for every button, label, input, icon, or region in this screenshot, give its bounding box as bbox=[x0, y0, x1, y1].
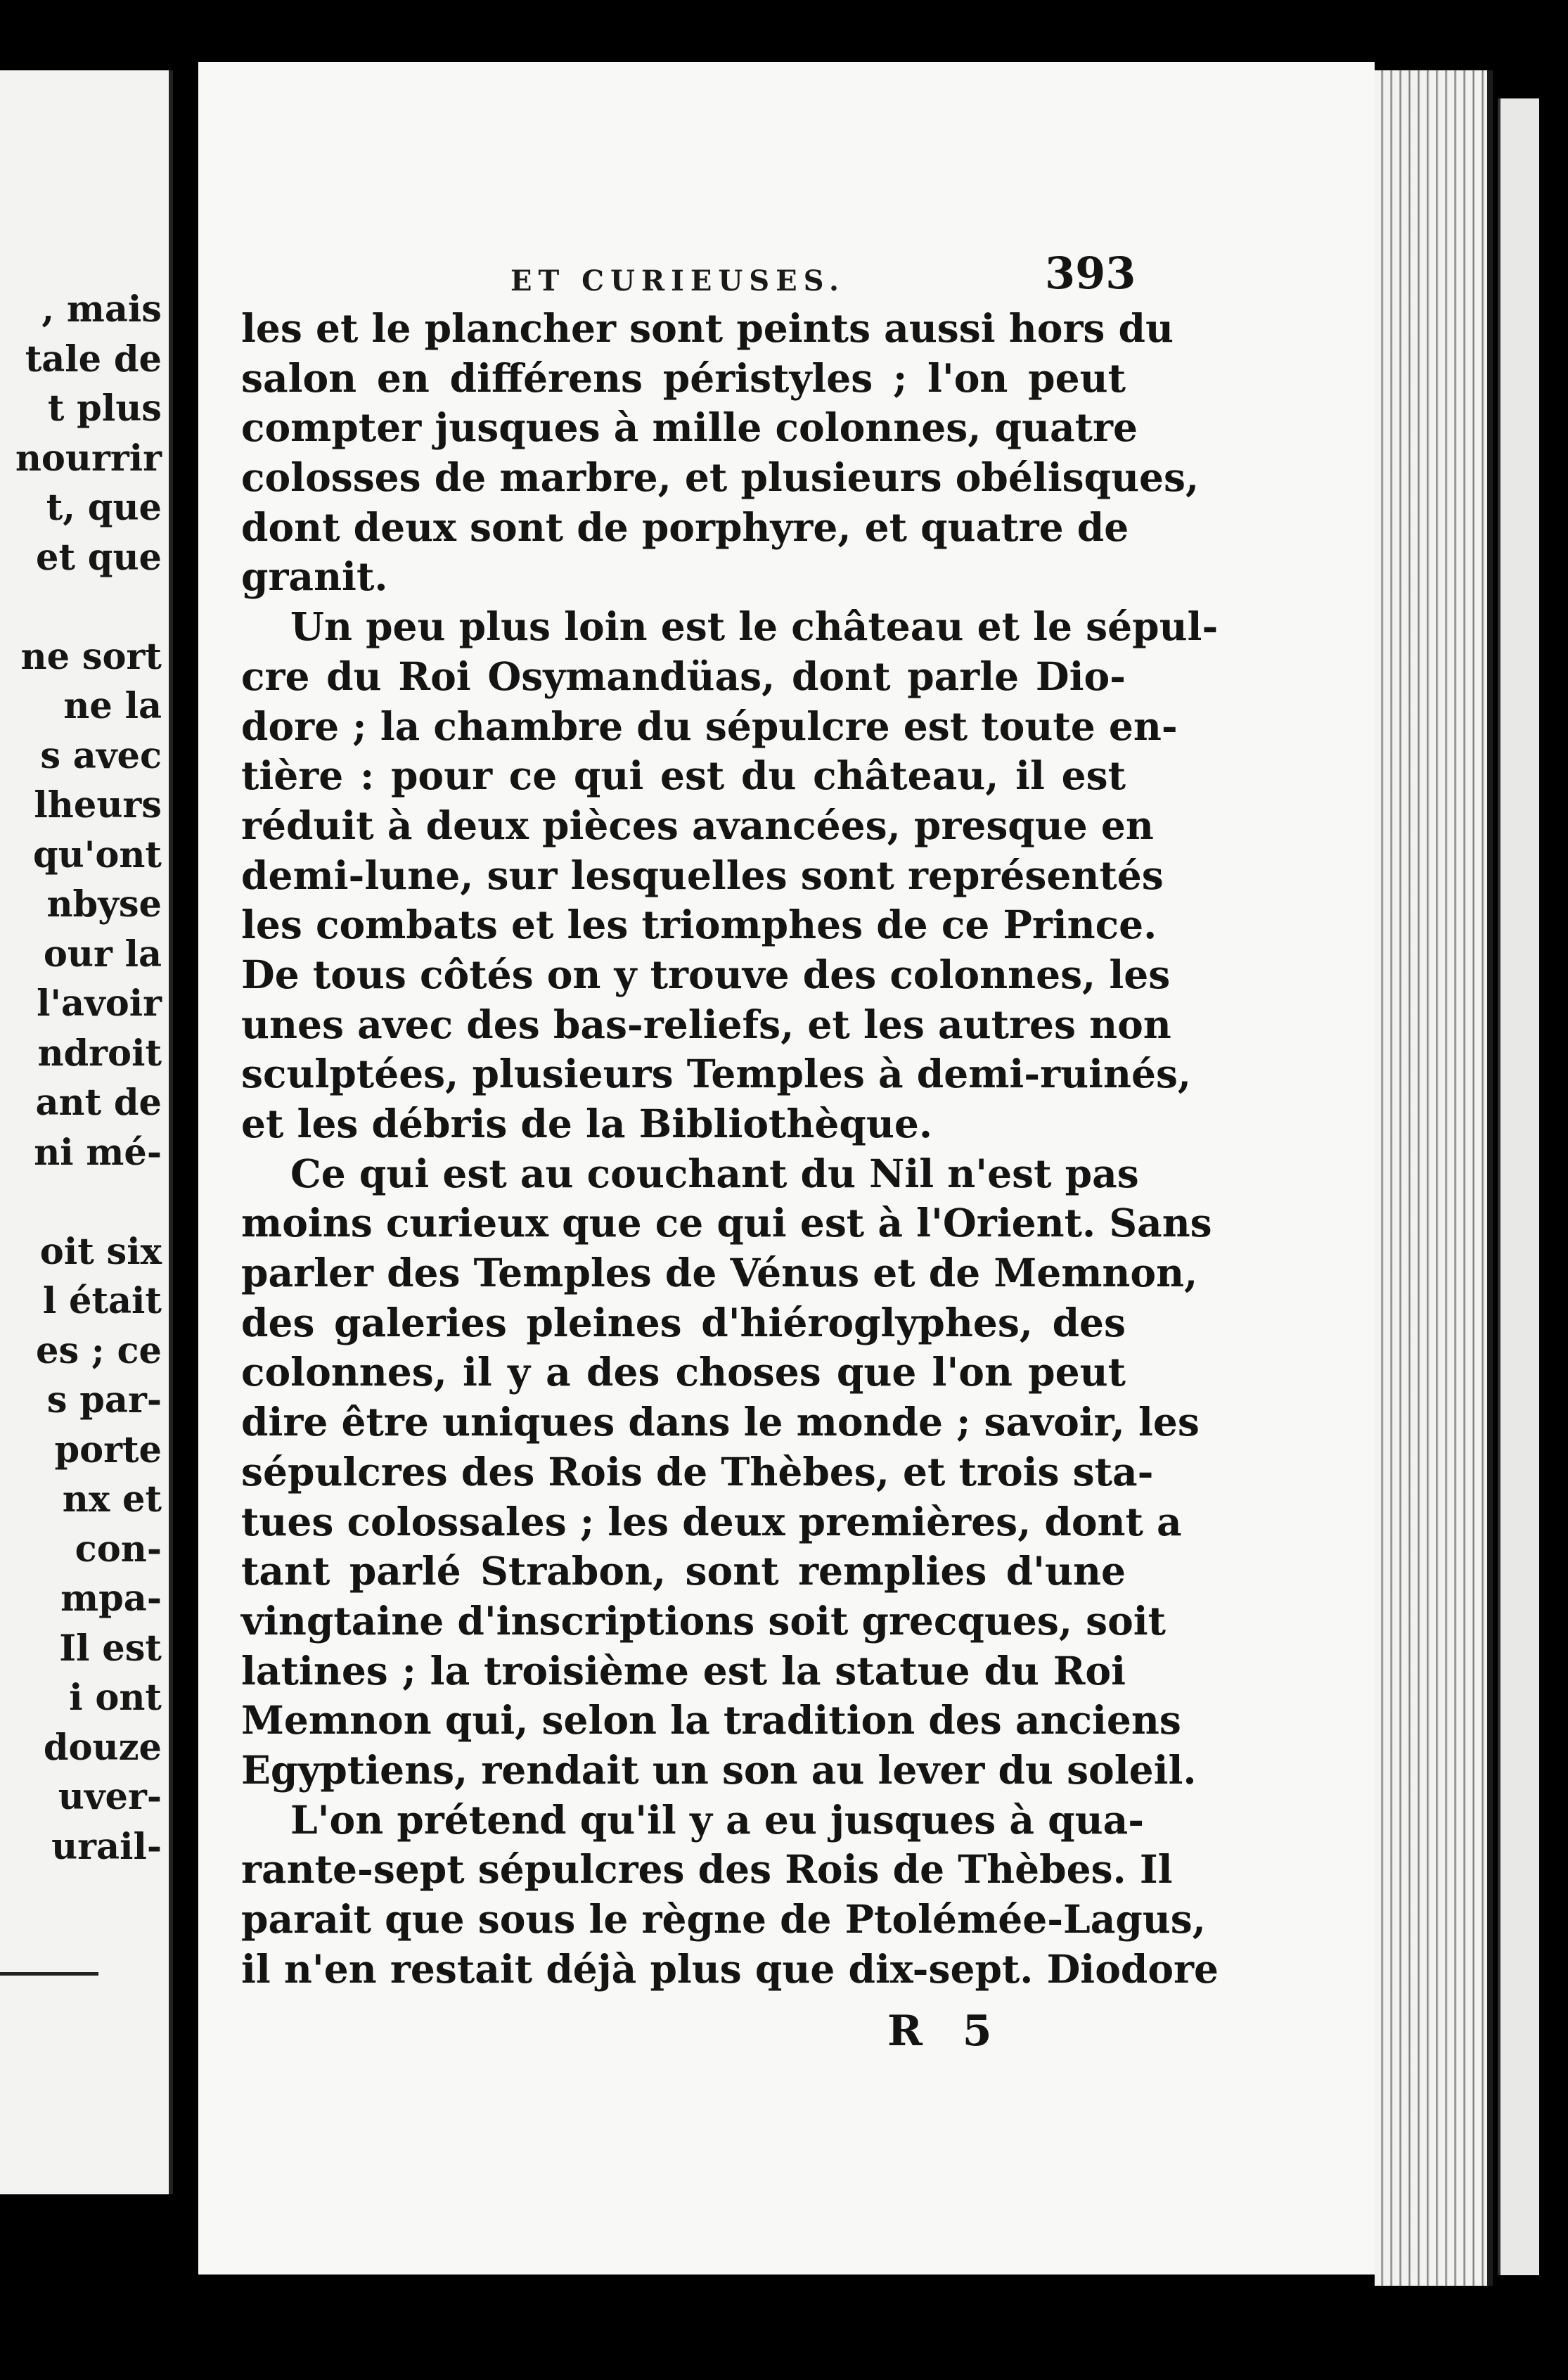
text-line: sculptées, plusieurs Temples à demi-ruinés, bbox=[241, 1051, 1192, 1097]
facing-page-line: t, que bbox=[46, 487, 162, 529]
text-line: granit. bbox=[241, 554, 388, 600]
facing-page-line: porte bbox=[54, 1428, 162, 1471]
text-line: compter jusques à mille colonnes, quatre bbox=[241, 404, 1138, 451]
text-line: réduit à deux pièces avancées, presque en bbox=[241, 802, 1154, 848]
text-line: sépulcres des Rois de Thèbes, et trois sta- bbox=[241, 1448, 1154, 1495]
facing-page-line: mpa- bbox=[60, 1578, 162, 1620]
facing-page-line: , mais bbox=[41, 288, 162, 331]
text-line: salon en différens péristyles ; l'on peut bbox=[241, 354, 1126, 401]
facing-page-line: oit six bbox=[39, 1230, 162, 1273]
facing-page-line: nbyse bbox=[46, 883, 162, 926]
text-line: cre du Roi Osymandüas, dont parle Dio- bbox=[241, 653, 1126, 699]
text-line: Memnon qui, selon la tradition des anciens bbox=[241, 1697, 1181, 1744]
text-line: colonnes, il y a des choses que l'on peut bbox=[241, 1349, 1126, 1395]
facing-page-line: es ; ce bbox=[36, 1329, 162, 1372]
text-line: Egyptiens, rendait un son au lever du soleil. bbox=[241, 1746, 1197, 1793]
facing-page-line: douze bbox=[43, 1726, 162, 1769]
text-line: et les débris de la Bibliothèque. bbox=[241, 1101, 932, 1146]
text-line: il n'en restait déjà plus que dix-sept. Diodore bbox=[241, 1945, 1219, 1992]
text-line: colosses de marbre, et plusieurs obélisques, bbox=[241, 454, 1200, 501]
facing-page-line: i ont bbox=[69, 1677, 162, 1719]
facing-page-line: lheurs bbox=[34, 784, 162, 826]
text-line: vingtaine d'inscriptions soit grecques, soit bbox=[241, 1597, 1167, 1644]
text-line: des galeries pleines d'hiéroglyphes, des bbox=[241, 1299, 1126, 1345]
text-line: tues colossales ; les deux premières, dont a bbox=[241, 1498, 1182, 1544]
text-line: De tous côtés on y trouve des colonnes, les bbox=[241, 951, 1171, 997]
text-line: moins curieux que ce qui est à l'Orient. Sans bbox=[241, 1200, 1212, 1246]
facing-page-line: nourrir bbox=[15, 437, 162, 480]
text-line: parait que sous le règne de Ptolémée-Lagus, bbox=[241, 1896, 1206, 1942]
facing-page-line: ne la bbox=[63, 685, 162, 727]
text-line: dire être uniques dans le monde ; savoir, les bbox=[241, 1399, 1200, 1445]
text-line: les et le plancher sont peints aussi hors du bbox=[241, 305, 1174, 351]
page-number: 393 bbox=[1045, 248, 1136, 299]
text-line: L'on prétend qu'il y a eu jusques à qua- bbox=[290, 1796, 1145, 1843]
running-title: ET CURIEUSES. bbox=[510, 264, 845, 298]
facing-page-line: ni mé- bbox=[34, 1131, 162, 1174]
facing-page-line: qu'ont bbox=[32, 833, 162, 876]
text-line: unes avec des bas-reliefs, et les autres non bbox=[241, 1001, 1171, 1047]
text-line: dore ; la chambre du sépulcre est toute en- bbox=[241, 703, 1178, 749]
facing-page-line: nx et bbox=[62, 1478, 162, 1521]
book-cover-edge bbox=[1498, 98, 1539, 2275]
facing-page-line: Il est bbox=[59, 1627, 162, 1670]
facing-page-line: t plus bbox=[47, 388, 162, 430]
facing-page-line: uver- bbox=[58, 1776, 162, 1818]
body-text bbox=[241, 304, 1219, 1994]
text-line: Ce qui est au couchant du Nil n'est pas bbox=[290, 1150, 1139, 1196]
facing-page-line: s avec bbox=[40, 734, 162, 777]
text-line: latines ; la troisième est la statue du Roi bbox=[241, 1647, 1126, 1694]
facing-page-line: ant de bbox=[35, 1082, 162, 1124]
facing-page-rule bbox=[0, 1972, 98, 1976]
facing-page-line: ne sort bbox=[20, 635, 162, 678]
page-edges bbox=[1375, 70, 1493, 2286]
text-line: tière : pour ce qui est du château, il est bbox=[241, 753, 1126, 799]
text-line: Un peu plus loin est le château et le sépul- bbox=[290, 603, 1219, 650]
facing-page-line: et que bbox=[36, 536, 162, 579]
facing-page-line: s par- bbox=[46, 1379, 162, 1421]
text-line: dont deux sont de porphyre, et quatre de bbox=[241, 504, 1129, 550]
facing-page-line: tale de bbox=[25, 338, 162, 380]
facing-page-line: ndroit bbox=[37, 1032, 162, 1075]
text-line: demi-lune, sur lesquelles sont représentés bbox=[241, 852, 1164, 898]
facing-page-line: our la bbox=[43, 933, 162, 975]
text-line: les combats et les triomphes de ce Prince. bbox=[241, 902, 1157, 948]
signature-mark: R 5 bbox=[887, 2007, 1005, 2056]
text-line: parler des Temples de Vénus et de Memnon, bbox=[241, 1250, 1198, 1296]
text-line: rante-sept sépulcres des Rois de Thèbes. Il bbox=[241, 1846, 1173, 1893]
text-line: tant parlé Strabon, sont remplies d'une bbox=[241, 1548, 1126, 1594]
facing-page-line: urail- bbox=[51, 1825, 162, 1868]
facing-page bbox=[0, 70, 173, 2194]
facing-page-line: l était bbox=[42, 1280, 162, 1322]
facing-page-line: con- bbox=[75, 1528, 162, 1570]
facing-page-line: l'avoir bbox=[37, 983, 162, 1025]
